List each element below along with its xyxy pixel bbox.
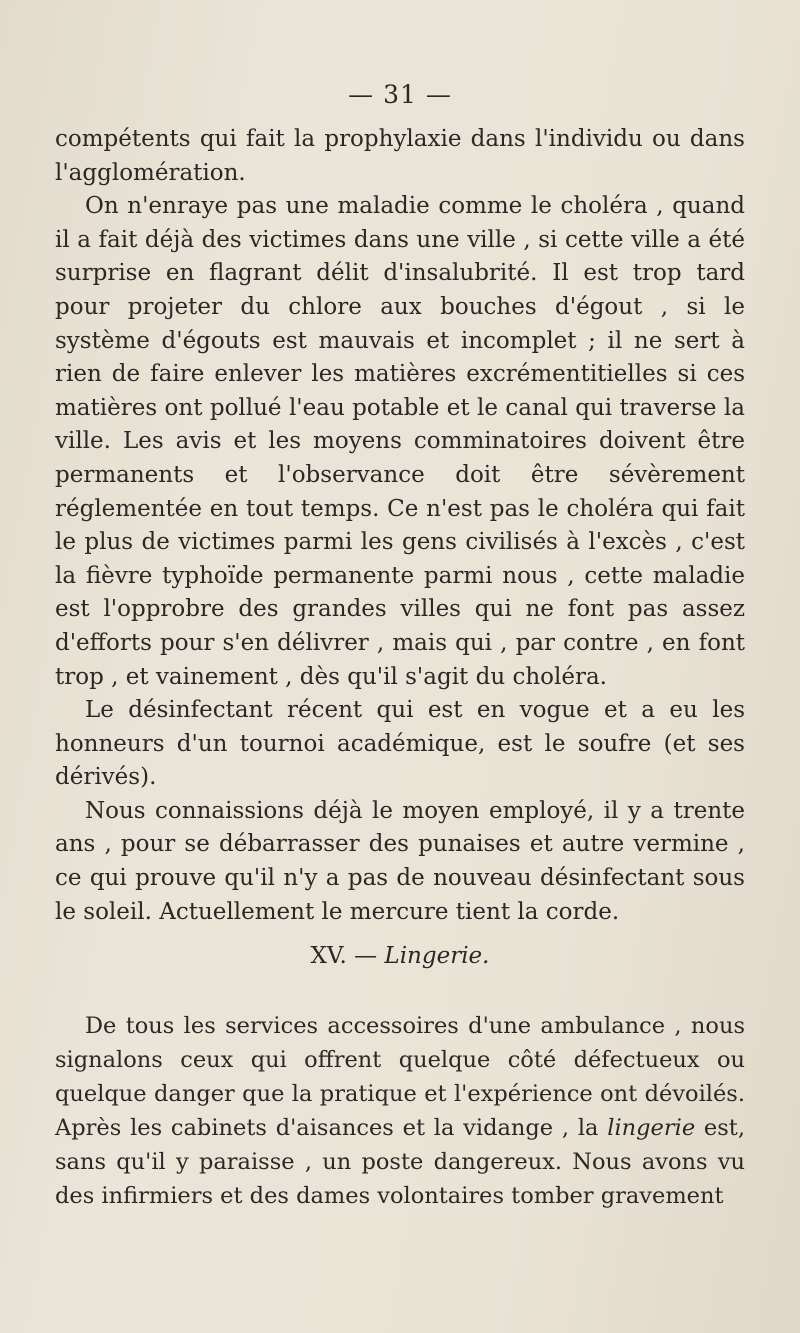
body-text-block — [55, 123, 745, 929]
section-text-block — [55, 1009, 745, 1213]
paragraph-disinfectant: Le désinfectant récent qui est en vogue et a eu les honneurs d'un tournoi académique, est le soufre (et ses dérivés). — [55, 697, 745, 791]
page-number: — 31 — — [348, 80, 452, 109]
section-title: Lingerie. — [384, 943, 490, 969]
section-number: XV. — — [310, 943, 378, 969]
paragraph-lingerie-part1: De tous les services accessoires d'une ambulance , nous signalons ceux qui offrent quelque côté défectueux ou quelque danger que la pratique et l'expérience ont dévoilés. Après les cabinets d'aisances et la vidange , la — [55, 1013, 745, 1141]
paragraph-lingerie — [55, 1009, 745, 1213]
emphasis-lingerie: lingerie — [607, 1115, 696, 1141]
paragraph-continuation: compétents qui fait la prophylaxie dans l'individu ou dans l'agglomération. — [55, 126, 745, 186]
paragraph-lingerie-part2: est, sans qu'il y paraisse , un poste dangereux. Nous avons vu des infirmiers et des dames volontaires tomber gravement — [55, 1115, 745, 1209]
section-heading — [0, 943, 800, 969]
paragraph-cholera: On n'enraye pas une maladie comme le choléra , quand il a fait déjà des victimes dans une ville , si cette ville a été surprise en flagrant délit d'insalubrité. Il est trop tard pour projeter du chlore aux bouches d'égout , si le système d'égouts est mauvais et incomplet ; il ne sert à rien de faire enlever les matières excrémentitielles si ces matières ont pollué l'eau potable et le canal qui traverse la ville. Les avis et les moyens comminatoires doivent être permanents et l'observance doit être sévèrement réglementée en tout temps. Ce n'est pas le choléra qui fait le plus de victimes parmi les gens civilisés à l'excès , c'est la fièvre typhoïde permanente parmi nous , cette maladie est l'opprobre des grandes villes qui ne font pas assez d'efforts pour s'en délivrer , mais qui , par contre , en font trop , et vainement , dès qu'il s'agit du choléra. — [55, 193, 745, 690]
paragraph-mercury: Nous connaissions déjà le moyen employé, il y a trente ans , pour se débarrasser des punaises et autre vermine , ce qui prouve qu'il n'y a pas de nouveau désinfectant sous le soleil. Actuellement le mercure tient la corde. — [55, 797, 745, 925]
